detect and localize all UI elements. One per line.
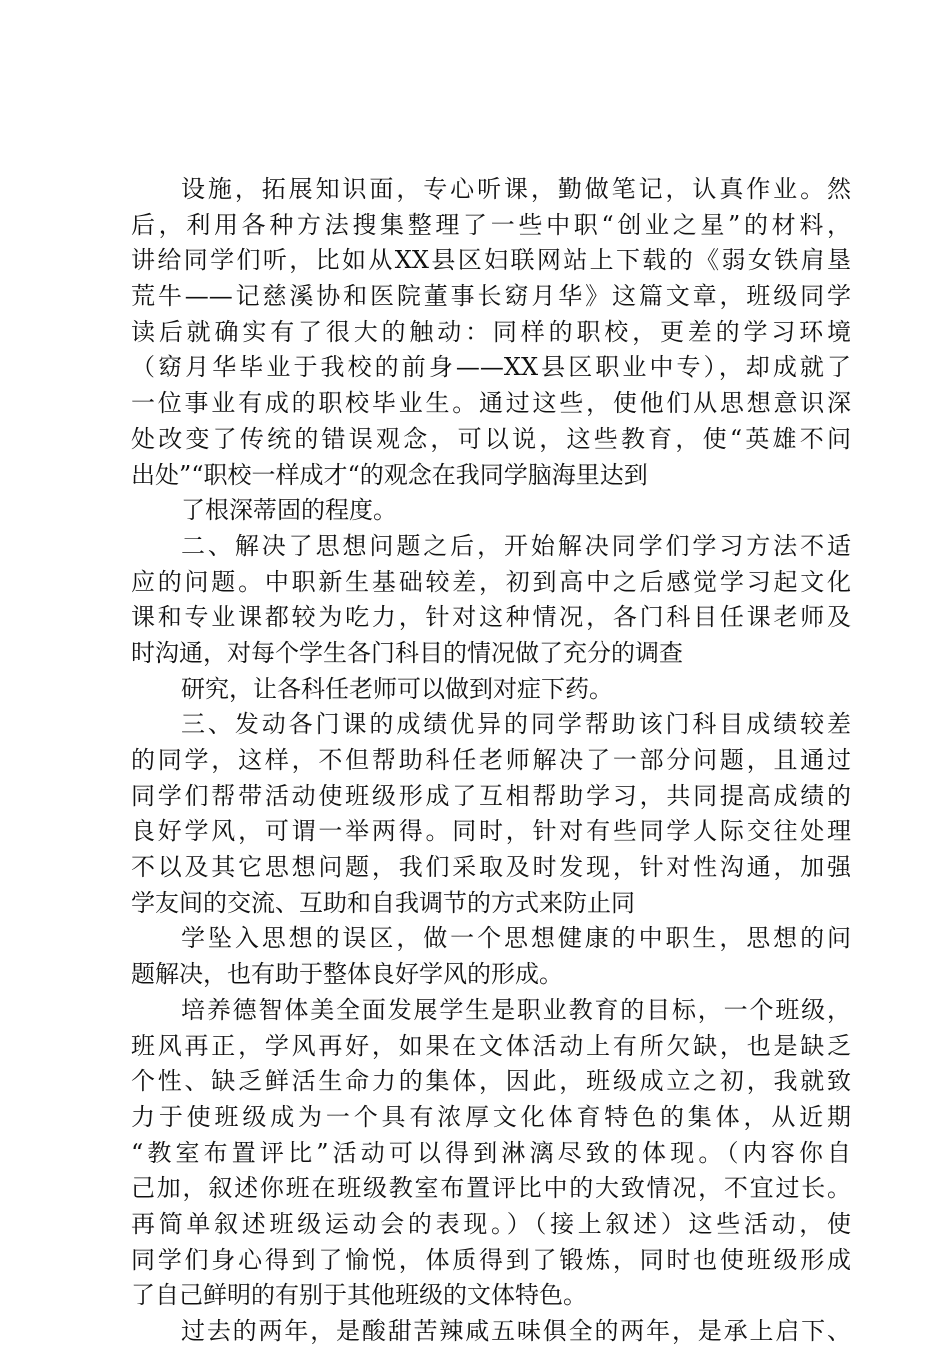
text-line: “教室布置评比”活动可以得到淋漓尽致的体现。（内容你自 [131, 1138, 851, 1167]
text-line: 同学们身心得到了愉悦，体质得到了锻炼，同时也使班级形成 [131, 1245, 851, 1274]
text-line: 培养德智体美全面发展学生是职业教育的目标，一个班级， [181, 995, 851, 1024]
text-line: 了自己鲜明的有别于其他班级的文体特色。 [131, 1281, 587, 1310]
text-line: 二、解决了思想问题之后，开始解决同学们学习方法不适 [181, 531, 851, 560]
text-line: 学友间的交流、互助和自我调节的方式来防止同 [131, 888, 635, 917]
text-line: 力于使班级成为一个具有浓厚文化体育特色的集体，从近期 [131, 1102, 851, 1131]
text-line: 后，利用各种方法搜集整理了一些中职“创业之星”的材料， [131, 210, 851, 239]
text-line: （窈月华毕业于我校的前身——XX县区职业中专），却成就了 [131, 353, 851, 382]
text-line: 研究，让各科任老师可以做到对症下药。 [181, 674, 613, 703]
text-line: 学坠入思想的误区，做一个思想健康的中职生，思想的问 [181, 924, 851, 953]
text-line: 出处”“职校一样成才“的观念在我同学脑海里达到 [131, 460, 648, 489]
text-line: 再简单叙述班级运动会的表现。）（接上叙述）这些活动，使 [131, 1209, 851, 1238]
text-line: 一位事业有成的职校毕业生。通过这些，使他们从思想意识深 [131, 389, 851, 418]
text-line: 时沟通，对每个学生各门科目的情况做了充分的调查 [131, 638, 683, 667]
text-line: 过去的两年，是酸甜苦辣咸五味俱全的两年，是承上启下、 [181, 1317, 851, 1345]
text-line: 设施，拓展知识面，专心听课，勤做笔记，认真作业。然 [181, 175, 851, 203]
text-line: 课和专业课都较为吃力，针对这种情况，各门科目任课老师及 [131, 603, 851, 632]
text-line: 读后就确实有了很大的触动：同样的职校，更差的学习环境 [131, 317, 851, 346]
text-line: 题解决，也有助于整体良好学风的形成。 [131, 960, 563, 989]
text-line: 班风再正，学风再好，如果在文体活动上有所欠缺，也是缺乏 [131, 1031, 851, 1060]
text-line: 不以及其它思想问题，我们采取及时发现，针对性沟通，加强 [131, 853, 851, 882]
text-line: 同学们帮带活动使班级形成了互相帮助学习，共同提高成绩的 [131, 781, 851, 810]
text-line: 讲给同学们听，比如从XX县区妇联网站上下载的《弱女铁肩垦 [131, 246, 851, 275]
text-line: 了根深蒂固的程度。 [181, 496, 397, 525]
text-line: 荒牛——记慈溪协和医院董事长窈月华》这篇文章，班级同学 [131, 282, 851, 311]
text-line: 己加，叙述你班在班级教室布置评比中的大致情况，不宜过长。 [131, 1174, 851, 1203]
text-line: 处改变了传统的错误观念，可以说，这些教育，使“英雄不问 [131, 424, 851, 453]
text-line: 三、发动各门课的成绩优异的同学帮助该门科目成绩较差 [181, 710, 851, 739]
text-line: 应的问题。中职新生基础较差，初到高中之后感觉学习起文化 [131, 567, 851, 596]
body-text [131, 172, 851, 1350]
text-line: 良好学风，可谓一举两得。同时，针对有些同学人际交往处理 [131, 817, 851, 846]
text-line: 个性、缺乏鲜活生命力的集体，因此，班级成立之初，我就致 [131, 1067, 851, 1096]
text-line: 的同学，这样，不但帮助科任老师解决了一部分问题，且通过 [131, 746, 851, 774]
